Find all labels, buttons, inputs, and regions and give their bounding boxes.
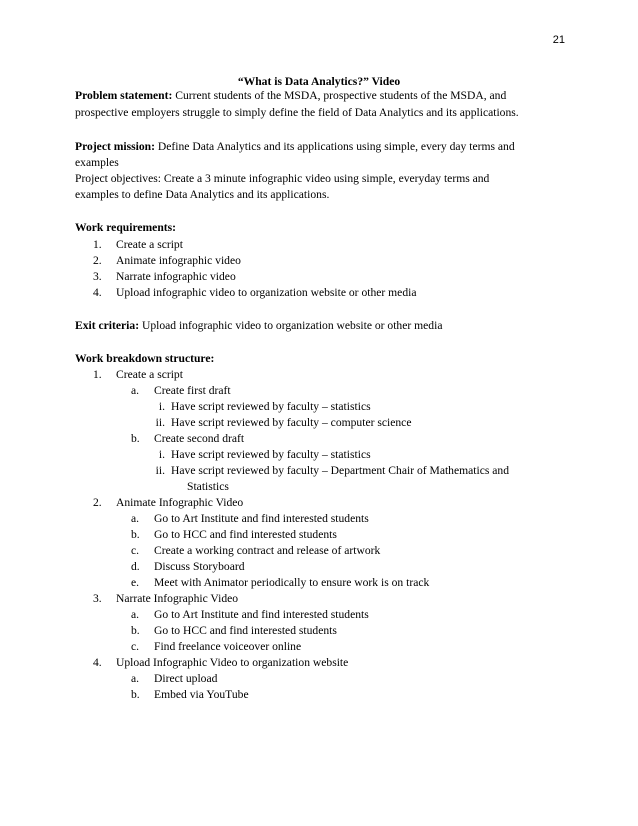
- wbs-subitem: b. Go to HCC and find interested students: [131, 624, 337, 637]
- project-mission-label: Project mission:: [75, 140, 155, 153]
- problem-statement-line-1: [75, 88, 506, 104]
- problem-statement-label: Problem statement:: [75, 89, 173, 102]
- wbs-subitem: b. Go to HCC and find interested students: [131, 528, 337, 541]
- problem-statement-line-2: prospective employers struggle to simply define the field of Data Analytics and its applications.: [75, 106, 519, 119]
- wbs-subsubitem-continuation: Statistics: [187, 480, 229, 493]
- exit-criteria-text: Upload infographic video to organization website or other media: [141, 319, 443, 332]
- wbs-subitem: a. Direct upload: [131, 672, 218, 685]
- work-requirement-item: 2. Animate infographic video: [93, 254, 241, 267]
- wbs-subsubitem: i. Have script reviewed by faculty – statistics: [158, 400, 371, 413]
- wbs-subitem: c. Find freelance voiceover online: [131, 640, 302, 653]
- document-title: “What is Data Analytics?” Video: [237, 75, 401, 88]
- wbs-subitem: a. Create first draft: [131, 384, 231, 397]
- wbs-subitem: b. Embed via YouTube: [131, 688, 249, 701]
- project-objectives-line-1: Project objectives: Create a 3 minute infographic video using simple, everyday terms and: [75, 172, 490, 185]
- project-mission-line-2: examples: [75, 156, 119, 169]
- wbs-heading: Work breakdown structure:: [75, 352, 215, 365]
- work-requirement-item: 3. Narrate infographic video: [93, 270, 236, 283]
- work-requirement-item: 4. Upload infographic video to organization website or other media: [93, 286, 417, 299]
- exit-criteria-label: Exit criteria:: [75, 319, 140, 332]
- wbs-subsubitem: ii. Have script reviewed by faculty – computer science: [155, 416, 412, 429]
- wbs-subsubitem: i. Have script reviewed by faculty – statistics: [158, 448, 371, 461]
- work-requirements-heading: Work requirements:: [75, 221, 177, 234]
- wbs-subitem: b. Create second draft: [131, 432, 245, 445]
- project-mission-text-1: Define Data Analytics and its applications using simple, every day terms and: [157, 140, 515, 153]
- wbs-subitem: a. Go to Art Institute and find interested students: [131, 512, 369, 525]
- exit-criteria-line: [75, 318, 442, 334]
- wbs-item: 2. Animate Infographic Video: [93, 496, 244, 509]
- problem-statement-text-1: Current students of the MSDA, prospective students of the MSDA, and: [175, 89, 507, 102]
- wbs-item: 3. Narrate Infographic Video: [93, 592, 239, 605]
- project-objectives-line-2: examples to define Data Analytics and its applications.: [75, 188, 330, 201]
- wbs-subitem: e. Meet with Animator periodically to ensure work is on track: [131, 576, 430, 589]
- wbs-item: 4. Upload Infographic Video to organization website: [93, 656, 349, 669]
- page-number: 21: [552, 34, 565, 46]
- wbs-subsubitem: ii. Have script reviewed by faculty – Department Chair of Mathematics and: [155, 464, 510, 477]
- project-mission-line-1: [75, 139, 515, 155]
- wbs-subitem: d. Discuss Storyboard: [131, 560, 245, 573]
- work-requirement-item: 1. Create a script: [93, 238, 183, 251]
- wbs-item: 1. Create a script: [93, 368, 183, 381]
- wbs-subitem: a. Go to Art Institute and find interested students: [131, 608, 369, 621]
- wbs-subitem: c. Create a working contract and release of artwork: [131, 544, 381, 557]
